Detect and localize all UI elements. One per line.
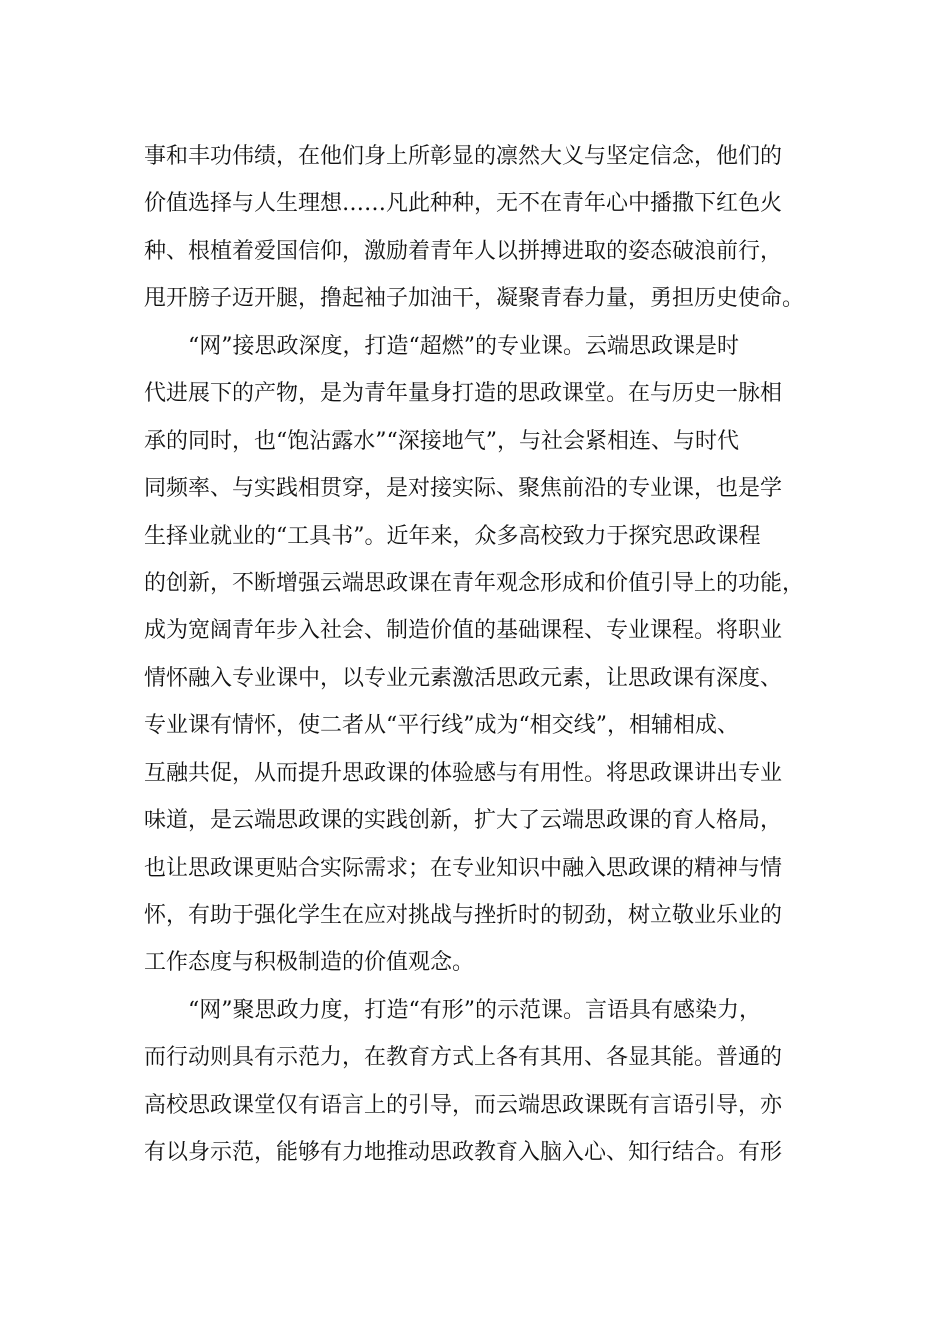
body-text bbox=[144, 133, 826, 1177]
paragraph-first-line: “网”接思政深度，打造“超燃”的专业课。云端思政课是时 bbox=[188, 333, 739, 359]
text-line: 工作态度与积极制造的价值观念。 bbox=[144, 950, 475, 976]
text-line: 生择业就业的“工具书”。近年来，众多高校致力于探究思政课程 bbox=[144, 523, 761, 549]
text-line: 高校思政课堂仅有语言上的引导，而云端思政课既有言语引导，亦 bbox=[144, 1092, 783, 1118]
text-line: 的创新，不断增强云端思政课在青年观念形成和价值引导上的功能， bbox=[144, 570, 805, 596]
text-line: 承的同时，也“饱沾露水”“深接地气”，与社会紧相连、与时代 bbox=[144, 428, 739, 454]
text-line: 事和丰功伟绩，在他们身上所彰显的凛然大义与坚定信念，他们的 bbox=[144, 144, 783, 169]
text-line: 怀，有助于强化学生在应对挑战与挫折时的韧劲，树立敬业乐业的 bbox=[144, 903, 783, 928]
text-line: 价值选择与人生理想……凡此种种，无不在青年心中播撒下红色火 bbox=[144, 191, 783, 217]
text-line: 情怀融入专业课中，以专业元素激活思政元素，让思政课有深度、 bbox=[144, 665, 783, 691]
text-line: 甩开膀子迈开腿，撸起袖子加油干，凝聚青春力量，勇担历史使命。 bbox=[144, 286, 805, 312]
text-line: 同频率、与实践相贯穿，是对接实际、聚焦前沿的专业课，也是学 bbox=[144, 476, 783, 502]
text-line: 也让思政课更贴合实际需求；在专业知识中融入思政课的精神与情 bbox=[144, 855, 783, 881]
text-line: 而行动则具有示范力，在教育方式上各有其用、各显其能。普通的 bbox=[144, 1045, 783, 1071]
text-line: 味道，是云端思政课的实践创新，扩大了云端思政课的育人格局， bbox=[144, 808, 783, 834]
text-line: 种、根植着爱国信仰，激励着青年人以拼搏进取的姿态破浪前行， bbox=[144, 238, 783, 264]
text-line: 有以身示范，能够有力地推动思政教育入脑入心、知行结合。有形 bbox=[144, 1140, 783, 1166]
text-line: 代进展下的产物，是为青年量身打造的思政课堂。在与历史一脉相 bbox=[144, 381, 783, 407]
text-line: 成为宽阔青年步入社会、制造价值的基础课程、专业课程。将职业 bbox=[144, 618, 783, 644]
text-line: 互融共促，从而提升思政课的体验感与有用性。将思政课讲出专业 bbox=[144, 760, 783, 786]
text-line: 专业课有情怀，使二者从“平行线”成为“相交线”，相辅相成、 bbox=[144, 713, 739, 739]
paragraph-first-line: “网”聚思政力度，打造“有形”的示范课。言语具有感染力， bbox=[188, 997, 761, 1023]
